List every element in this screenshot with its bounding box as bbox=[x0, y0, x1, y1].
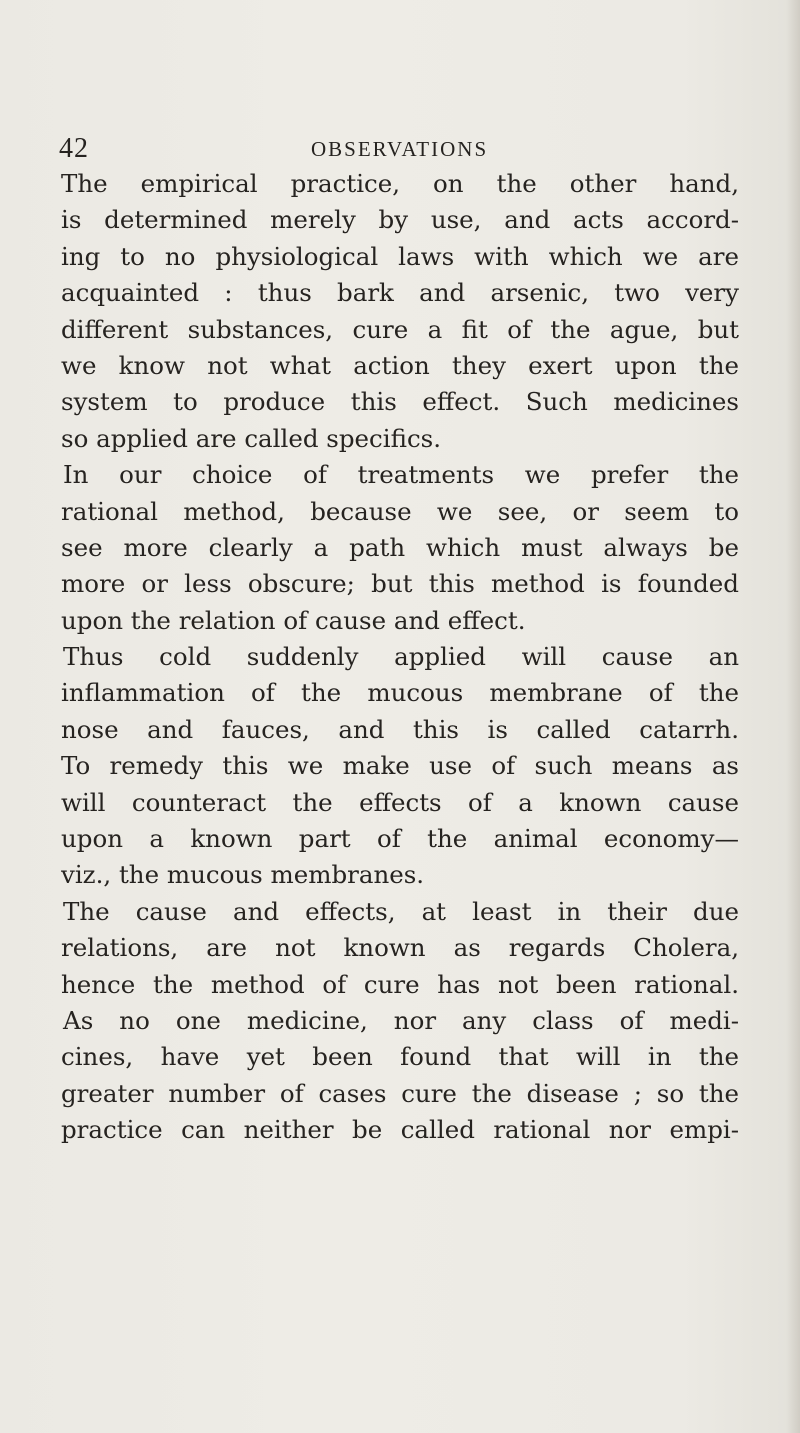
text-line: ing to no physiological laws with which we are bbox=[61, 241, 739, 271]
body-text bbox=[61, 166, 739, 1149]
text-line: greater number of cases cure the disease ; so the bbox=[61, 1078, 739, 1108]
text-line: The cause and effects, at least in their due bbox=[63, 896, 739, 926]
text-line: rational method, because we see, or seem to bbox=[61, 496, 739, 526]
text-line: inflammation of the mucous membrane of the bbox=[61, 678, 739, 708]
text-line: upon the relation of cause and effect. bbox=[61, 605, 526, 635]
text-line: To remedy this we make use of such means as bbox=[61, 751, 739, 781]
page-edge-shadow bbox=[786, 0, 800, 1433]
text-line: relations, are not known as regards Cholera, bbox=[61, 933, 739, 963]
text-line: viz., the mucous membranes. bbox=[61, 860, 425, 890]
text-line: upon a known part of the animal economy— bbox=[61, 824, 739, 854]
page-number: 42 bbox=[59, 133, 89, 164]
text-line: nose and fauces, and this is called catarrh. bbox=[61, 714, 739, 744]
text-line: As no one medicine, nor any class of medi- bbox=[63, 1005, 739, 1035]
text-line: Thus cold suddenly applied will cause an bbox=[63, 642, 739, 672]
text-line: see more clearly a path which must always be bbox=[61, 532, 739, 562]
running-head: OBSERVATIONS bbox=[311, 137, 489, 161]
text-line: so applied are called specifics. bbox=[61, 423, 442, 453]
text-line: we know not what action they exert upon the bbox=[61, 350, 739, 380]
text-line: is determined merely by use, and acts accord- bbox=[61, 205, 739, 235]
text-line: system to produce this effect. Such medicines bbox=[61, 387, 739, 417]
text-line: In our choice of treatments we prefer the bbox=[63, 460, 739, 490]
text-line: hence the method of cure has not been rational. bbox=[61, 969, 739, 999]
text-line: cines, have yet been found that will in the bbox=[61, 1042, 739, 1072]
text-line: The empirical practice, on the other hand, bbox=[61, 169, 739, 198]
page-header bbox=[0, 131, 800, 171]
text-line: acquainted : thus bark and arsenic, two very bbox=[61, 278, 739, 308]
text-line: different substances, cure a fit of the ague, but bbox=[61, 314, 739, 344]
text-line: will counteract the effects of a known cause bbox=[61, 787, 739, 817]
text-line: practice can neither be called rational nor empi- bbox=[61, 1115, 739, 1145]
text-line: more or less obscure; but this method is founded bbox=[61, 569, 739, 599]
